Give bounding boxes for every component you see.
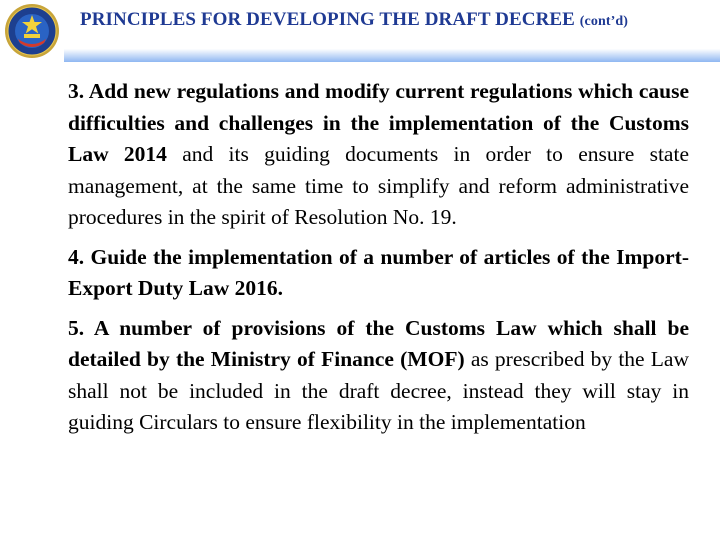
slide-header [0, 0, 720, 62]
customs-emblem-icon [4, 3, 60, 59]
title-suffix: (cont’d) [579, 14, 629, 29]
list-item [68, 313, 689, 439]
list-item [68, 76, 689, 234]
item-normal-text: and its guiding documents in order to ensure state management, at the same time to simplify and reform administrative procedures in the spirit of Resolution No. 19. [68, 142, 689, 229]
slide-body [68, 76, 689, 447]
title-main: PRINCIPLES FOR DEVELOPING THE DRAFT DECREE [80, 9, 575, 30]
item-bold-text: 5. A number of provisions of the Customs Law which shall be detailed by the Ministry of Finance (MOF) [68, 315, 689, 371]
item-bold-text: 3. Add new regulations and modify current regulations which cause difficulties and challenges in the implementation of the Customs Law 2014 [68, 79, 689, 166]
list-item [68, 242, 689, 305]
page-title [80, 9, 628, 31]
item-normal-text: as prescribed by the Law shall not be included in the draft decree, instead they will stay in guiding Circulars to ensure flexibility in the implementation [68, 347, 689, 434]
header-divider [64, 40, 720, 62]
item-bold-text: 4. Guide the implementation of a number of articles of the Import-Export Duty Law 2016. [68, 244, 689, 300]
